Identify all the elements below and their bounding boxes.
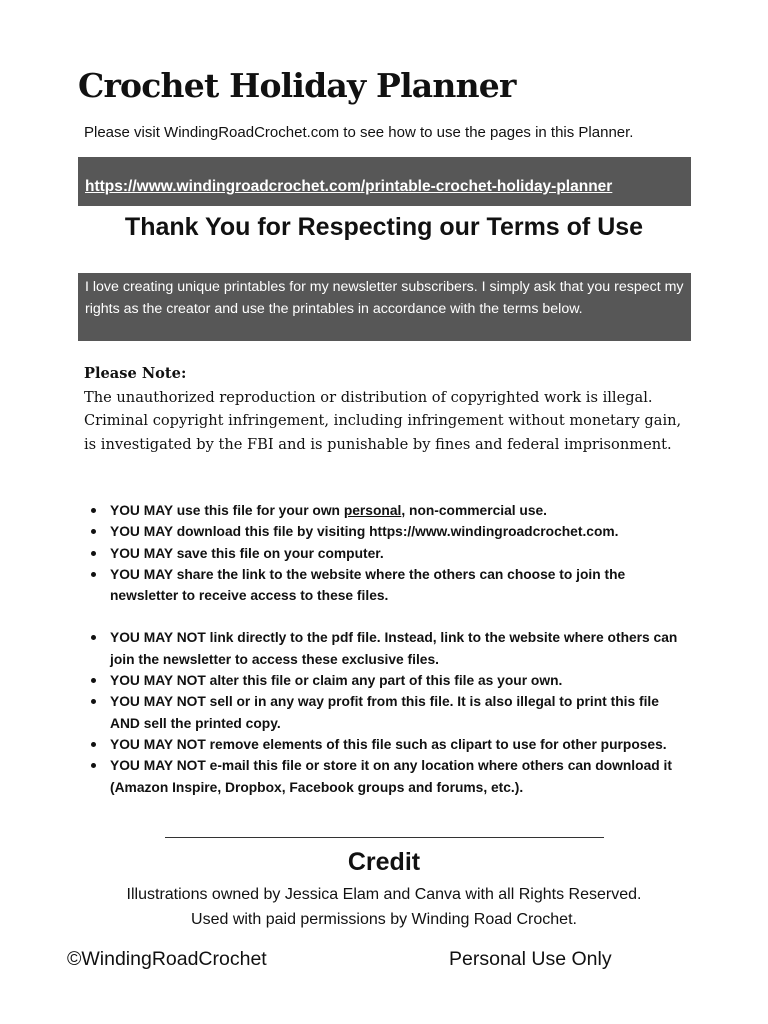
- list-item: YOU MAY NOT alter this file or claim any part of this file as your own.: [88, 670, 688, 691]
- note-body: The unauthorized reproduction or distribution of copyrighted work is illegal. Criminal copyright infringement, including infringement without monetary gain, is investigated by the FBI and is punishable by fines and federal imprisonment.: [84, 388, 682, 453]
- list-item-text: , non-commercial use.: [401, 503, 548, 518]
- list-item: YOU MAY NOT sell or in any way profit from this file. It is also illegal to print this file AND sell the printed copy.: [88, 691, 688, 734]
- page-title: Crochet Holiday Planner: [78, 66, 516, 105]
- list-item: [88, 500, 688, 521]
- list-item: YOU MAY NOT remove elements of this file such as clipart to use for other purposes.: [88, 734, 688, 755]
- divider: [165, 837, 604, 838]
- list-item: YOU MAY NOT link directly to the pdf file. Instead, link to the website where others can join the newsletter to access these exclusive files.: [88, 627, 688, 670]
- list-item-text: YOU MAY use this file for your own: [110, 503, 344, 518]
- list-item: YOU MAY save this file on your computer.: [88, 543, 688, 564]
- list-item: YOU MAY NOT e-mail this file or store it on any location where others can download it (Amazon Inspire, Dropbox, Facebook groups and forums, etc.).: [88, 755, 688, 798]
- footer-usage: Personal Use Only: [449, 948, 612, 970]
- planner-url-link[interactable]: https://www.windingroadcrochet.com/printable-crochet-holiday-planner: [85, 178, 613, 195]
- url-banner: [78, 157, 691, 206]
- list-item: YOU MAY download this file by visiting https://www.windingroadcrochet.com.: [88, 521, 688, 542]
- note-heading: Please Note:: [84, 365, 187, 382]
- credit-line-1: Illustrations owned by Jessica Elam and Canva with all Rights Reserved.: [126, 886, 642, 903]
- personal-emphasis: personal: [343, 503, 402, 518]
- list-item: YOU MAY share the link to the website where the others can choose to join the newsletter to receive access to these files.: [88, 564, 688, 607]
- footer-copyright: ©WindingRoadCrochet: [67, 948, 267, 970]
- terms-list: [88, 500, 688, 798]
- terms-intro: I love creating unique printables for my newsletter subscribers. I simply ask that you respect my rights as the creator and use the printables in accordance with the terms below.: [78, 273, 691, 341]
- visit-instructions: Please visit WindingRoadCrochet.com to see how to use the pages in this Planner.: [84, 124, 634, 141]
- terms-heading: Thank You for Respecting our Terms of Use: [124, 213, 644, 241]
- copyright-note: [84, 362, 694, 456]
- credit-heading: Credit: [347, 848, 421, 876]
- credit-line-2: Used with paid permissions by Winding Road Crochet.: [191, 911, 577, 928]
